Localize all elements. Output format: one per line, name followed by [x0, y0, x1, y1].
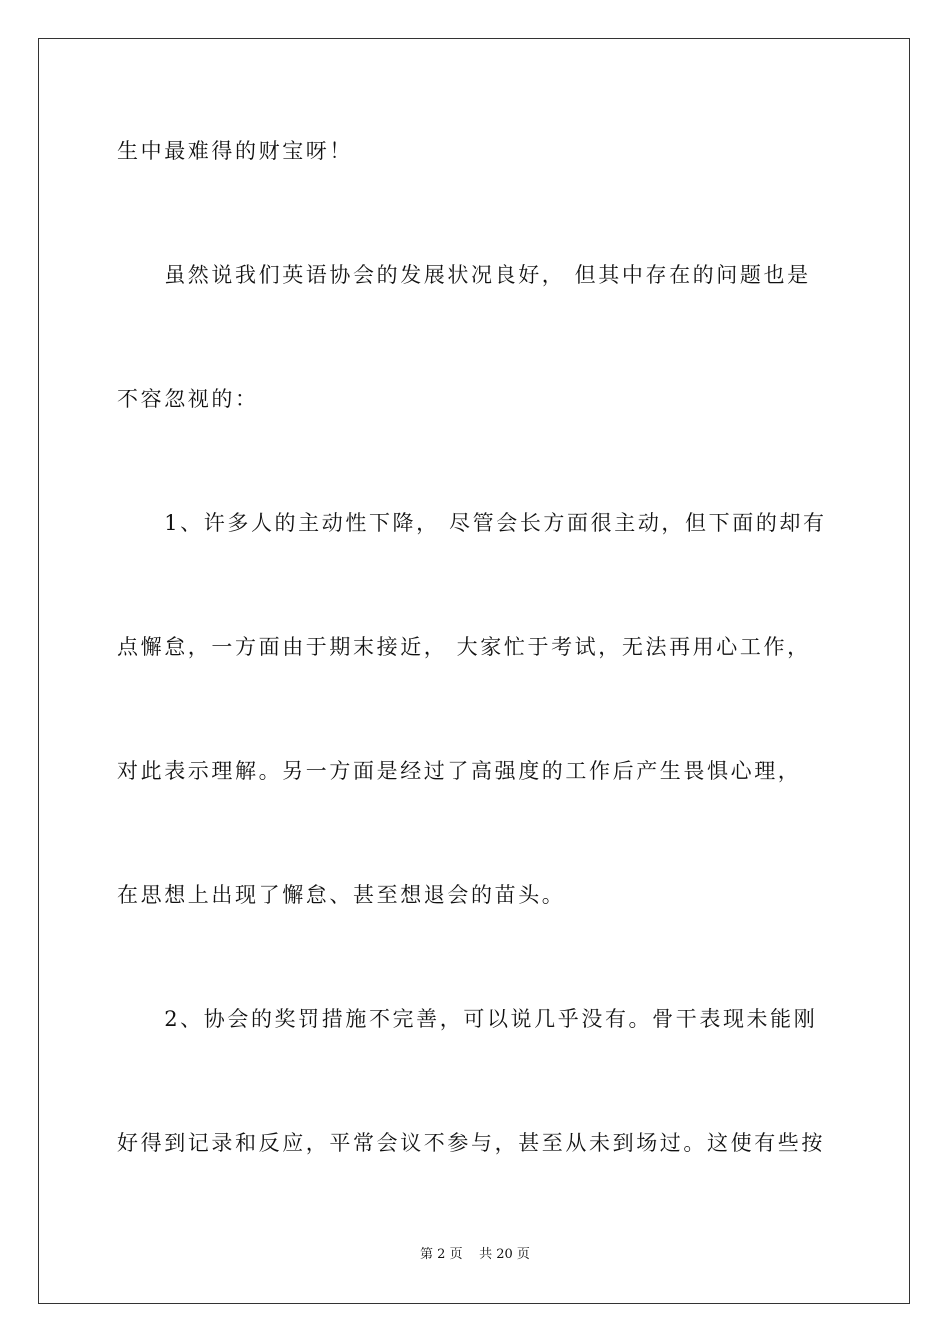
text-line: 在思想上出现了懈怠、甚至想退会的苗头。 [117, 883, 566, 907]
page-number: 第 2 页 [420, 1247, 463, 1262]
text-line: 虽然说我们英语协会的发展状况良好， 但其中存在的问题也是 [117, 263, 811, 287]
text-line: 好得到记录和反应，平常会议不参与，甚至从未到场过。这使有些按 [117, 1131, 825, 1155]
text-line: 2、协会的奖罚措施不完善，可以说几乎没有。骨干表现未能刚 [117, 1007, 818, 1031]
page-total: 共 20 页 [479, 1247, 530, 1262]
text-line: 不容忽视的： [117, 387, 259, 411]
page-border [38, 38, 910, 1304]
text-line: 对此表示理解。另一方面是经过了高强度的工作后产生畏惧心理， [117, 759, 802, 783]
text-line: 点懈怠，一方面由于期末接近， 大家忙于考试，无法再用心工作， [117, 635, 811, 659]
text-line: 1、许多人的主动性下降， 尽管会长方面很主动，但下面的却有 [117, 511, 827, 535]
text-line: 生中最难得的财宝呀！ [117, 139, 353, 163]
page-footer [0, 1246, 950, 1264]
